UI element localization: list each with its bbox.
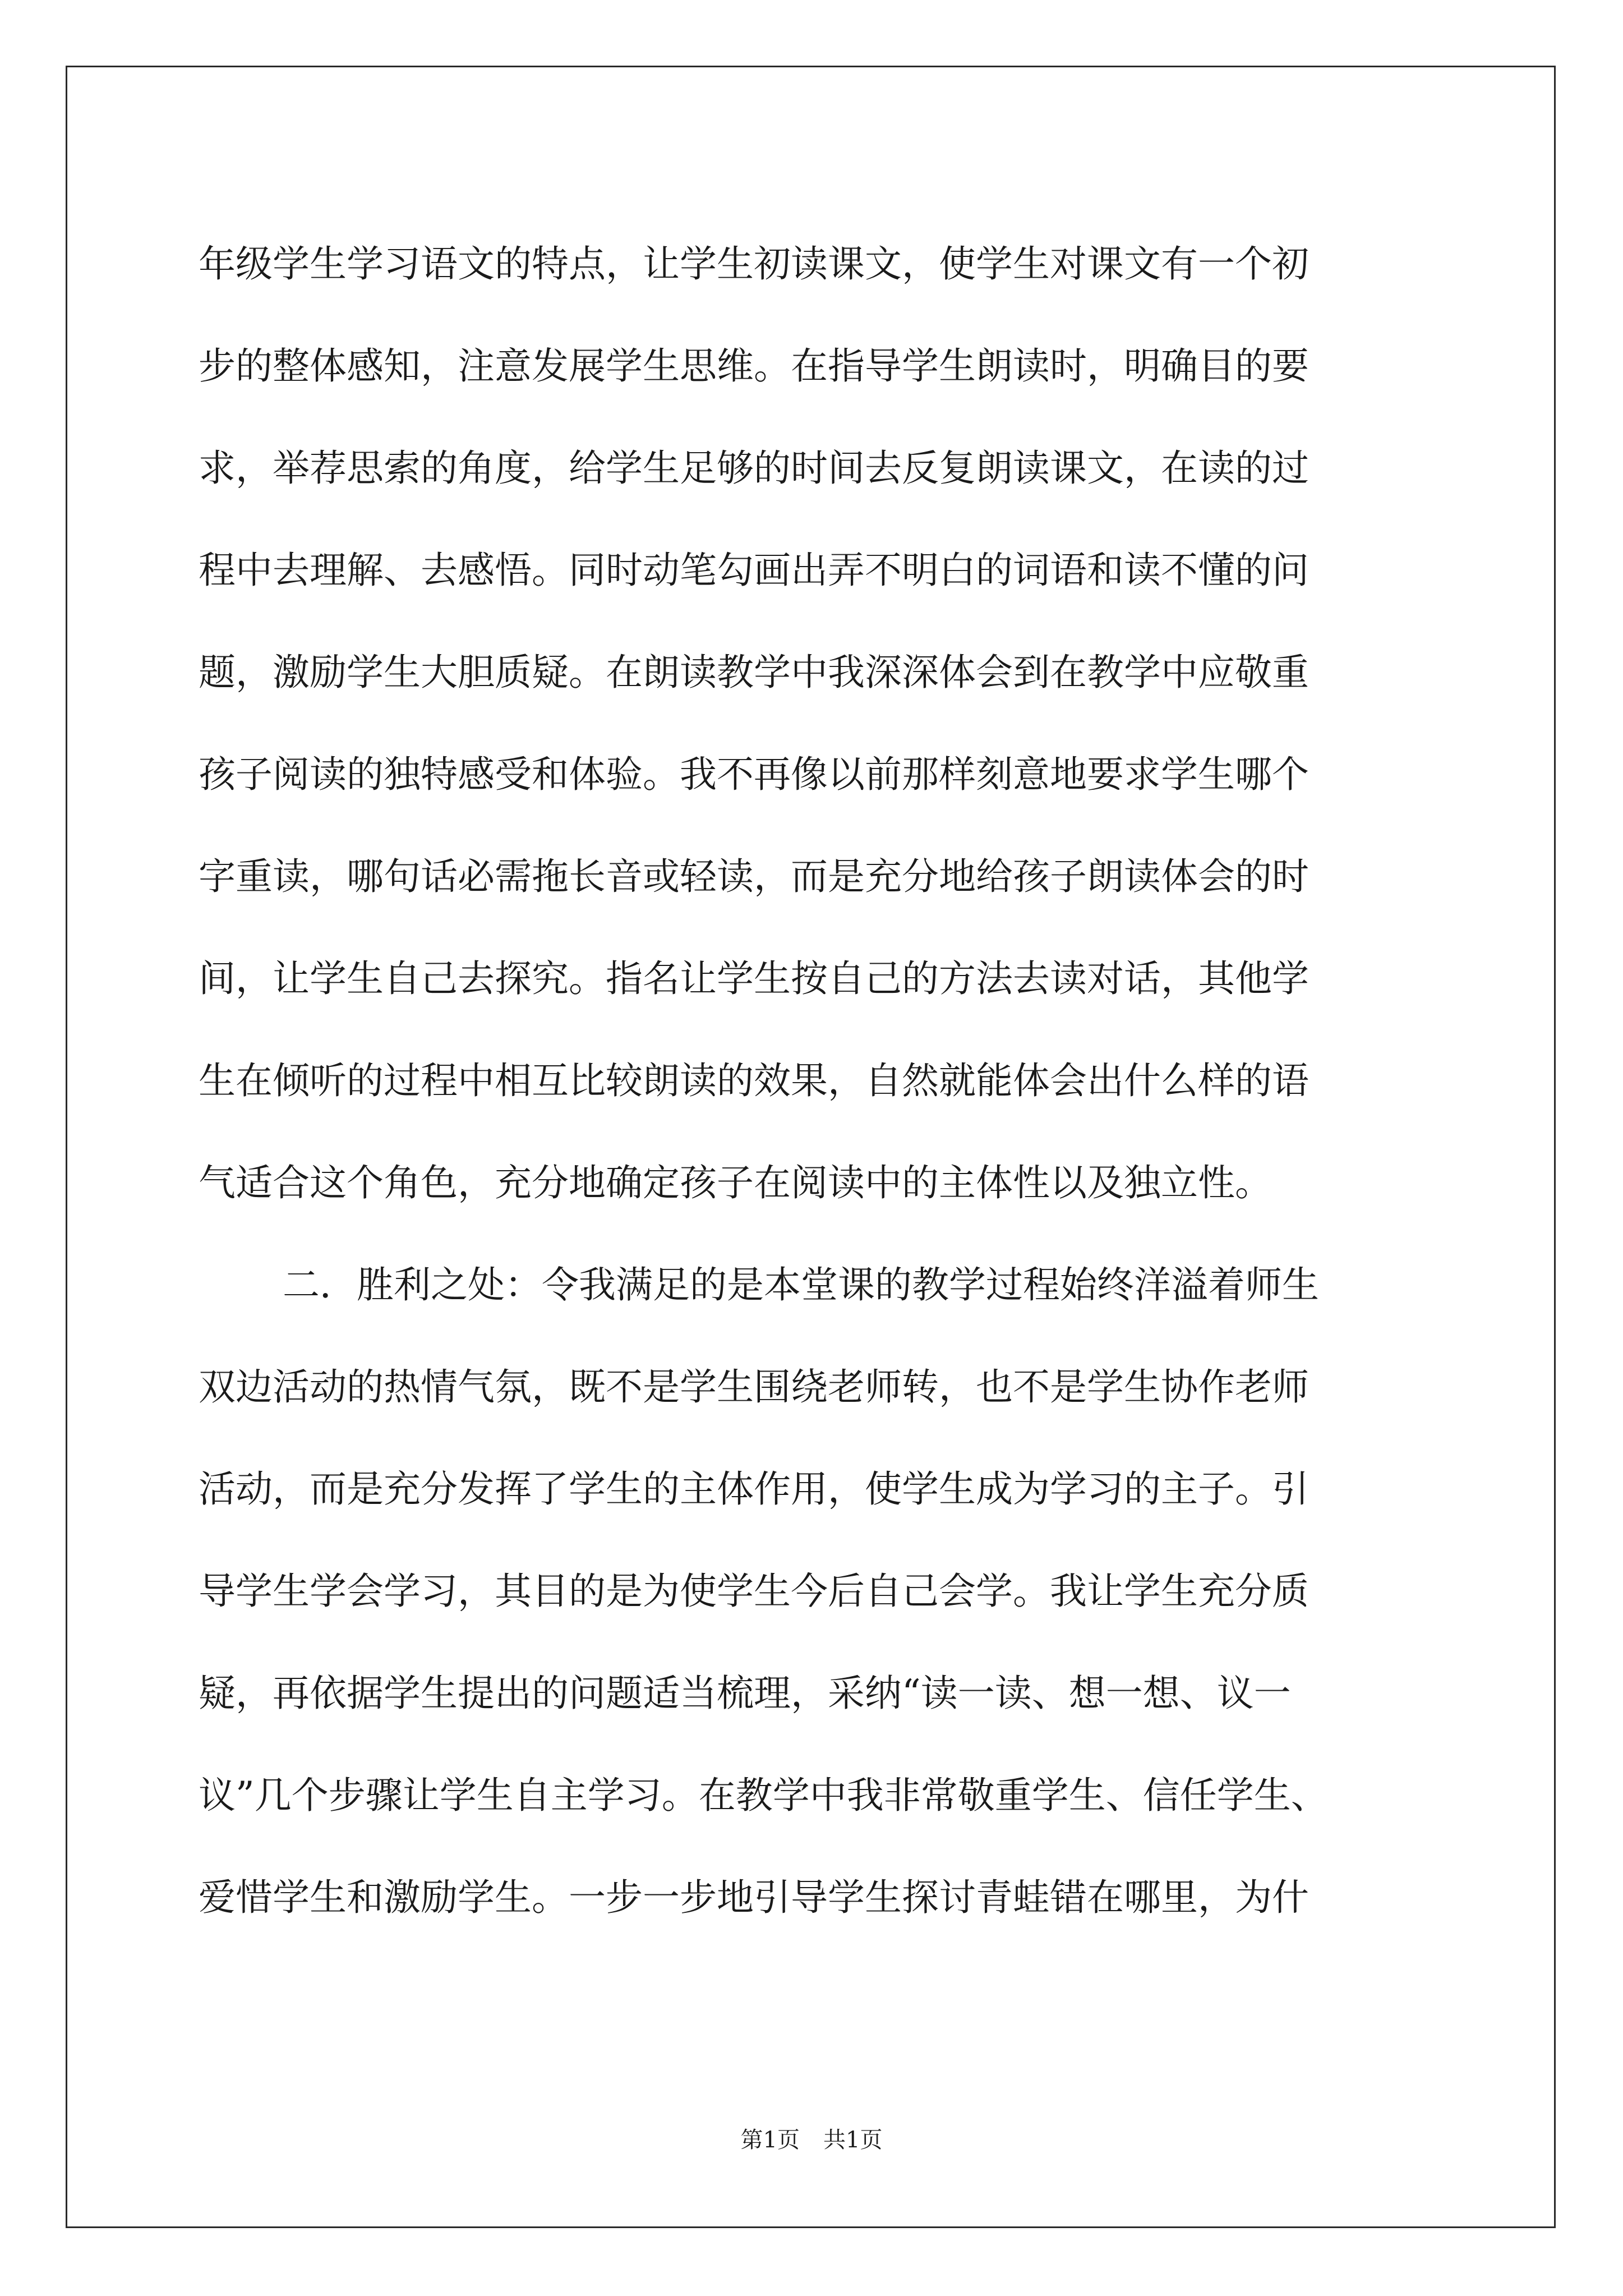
text-line: 孩子阅读的独特感受和体验。我不再像以前那样刻意地要求学生哪个: [199, 753, 1309, 796]
page-total: 共1页: [823, 2127, 883, 2153]
text-line: 活动，而是充分发挥了学生的主体作用，使学生成为学习的主子。引: [199, 1467, 1309, 1511]
text-line: 年级学生学习语文的特点，让学生初读课文，使学生对课文有一个初: [199, 242, 1309, 286]
text-line: 程中去理解、去感悟。同时动笔勾画出弄不明白的词语和读不懂的问: [199, 549, 1309, 592]
text-line: 爱惜学生和激励学生。一步一步地引导学生探讨青蛙错在哪里，为什: [199, 1876, 1309, 1919]
text-line: 求，举荐思索的角度，给学生足够的时间去反复朗读课文，在读的过: [199, 447, 1309, 490]
page-footer: [0, 2123, 1623, 2157]
text-line: 导学生学会学习，其目的是为使学生今后自己会学。我让学生充分质: [199, 1570, 1309, 1613]
text-line: 步的整体感知，注意发展学生思维。在指导学生朗读时，明确目的要: [199, 344, 1309, 388]
body-text: [199, 213, 1444, 1949]
page-number: 第1页: [740, 2127, 800, 2153]
text-line: 议”几个步骤让学生自主学习。在教学中我非常敬重学生、信任学生、: [199, 1774, 1328, 1817]
text-line: 间，让学生自己去探究。指名让学生按自己的方法去读对话，其他学: [199, 957, 1309, 1000]
text-line: 双边活动的热情气氛，既不是学生围绕老师转，也不是学生协作老师: [199, 1365, 1309, 1409]
text-line: 气适合这个角色，充分地确定孩子在阅读中的主体性以及独立性。: [199, 1161, 1272, 1204]
text-line: 疑，再依据学生提出的问题适当梳理，采纳“读一读、想一想、议一: [199, 1672, 1291, 1715]
text-line: 二．胜利之处：令我满足的是本堂课的教学过程始终洋溢着师生: [283, 1263, 1319, 1306]
text-line: 题，激励学生大胆质疑。在朗读教学中我深深体会到在教学中应敬重: [199, 651, 1309, 694]
text-line: 生在倾听的过程中相互比较朗读的效果，自然就能体会出什么样的语: [199, 1059, 1309, 1102]
text-line: 字重读，哪句话必需拖长音或轻读，而是充分地给孩子朗读体会的时: [199, 855, 1309, 898]
